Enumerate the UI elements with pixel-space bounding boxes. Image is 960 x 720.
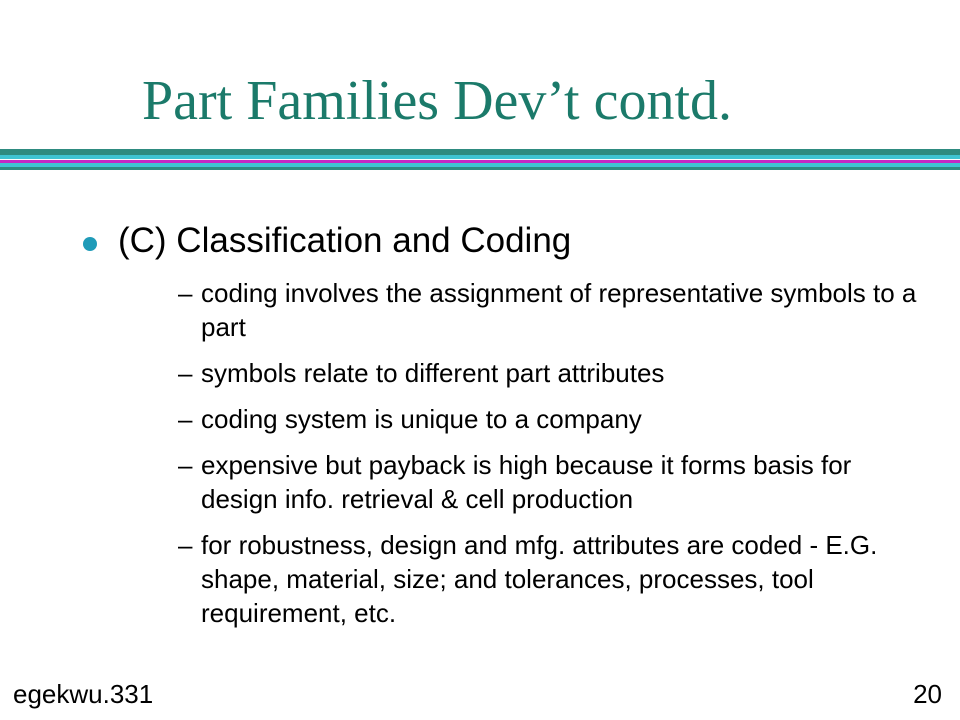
title-rule-teal-bottom xyxy=(0,167,960,170)
sub-bullet-text: coding system is unique to a company xyxy=(201,404,642,434)
sub-bullet-list xyxy=(178,276,918,630)
dash-marker: – xyxy=(178,450,193,480)
sub-bullet-item xyxy=(178,528,918,630)
sub-bullet-item xyxy=(178,356,918,390)
dash-marker: – xyxy=(178,404,193,434)
sub-bullet-text: for robustness, design and mfg. attributes are coded - E.G. shape, material, size; and tolerances, processes, tool requirement, etc. xyxy=(201,530,878,628)
bullet-dot-icon xyxy=(83,237,97,251)
sub-bullet-text: coding involves the assignment of representative symbols to a part xyxy=(201,278,917,342)
footer-author: egekwu.331 xyxy=(13,679,154,709)
slide-title: Part Families Dev’t contd. xyxy=(142,70,732,132)
title-rule-cyan-upper xyxy=(0,155,960,159)
sub-bullet-item xyxy=(178,402,918,436)
page-number: 20 xyxy=(913,679,942,709)
sub-bullet-item xyxy=(178,448,918,516)
sub-bullet-item xyxy=(178,276,918,344)
sub-bullet-text: symbols relate to different part attributes xyxy=(201,358,665,388)
dash-marker: – xyxy=(178,358,193,388)
dash-marker: – xyxy=(178,530,193,560)
dash-marker: – xyxy=(178,278,193,308)
sub-bullet-text: expensive but payback is high because it forms basis for design info. retrieval & cell production xyxy=(201,450,852,514)
bullet-heading: (C) Classification and Coding xyxy=(118,221,572,260)
